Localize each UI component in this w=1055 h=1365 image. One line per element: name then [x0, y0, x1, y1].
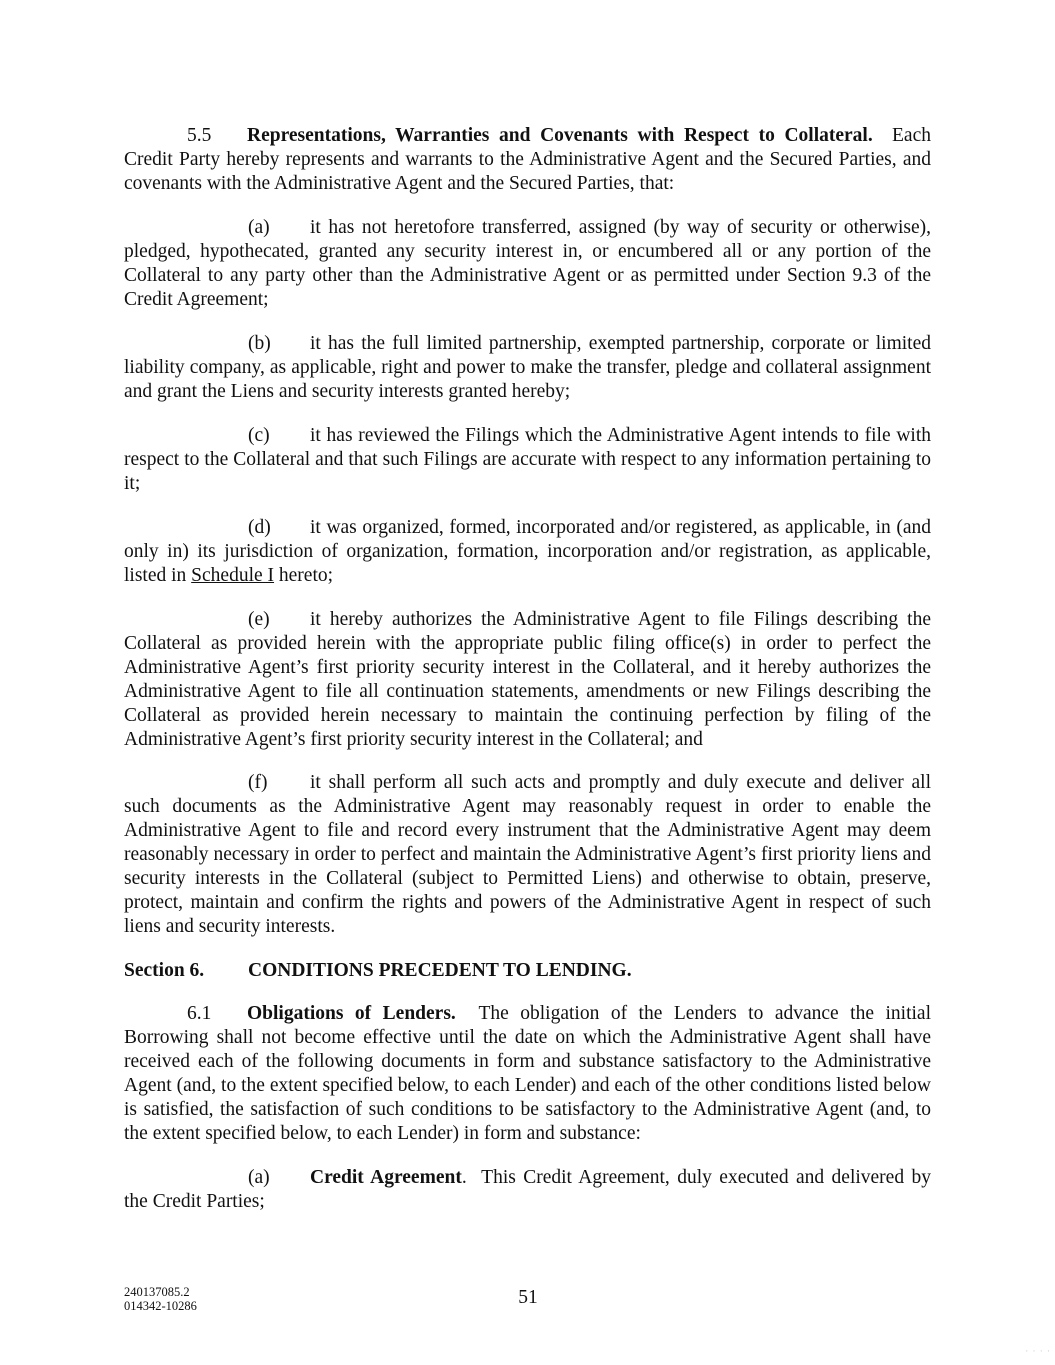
section-6-1 [124, 1002, 931, 1146]
section-5-5-intro [124, 124, 931, 196]
section-heading: Obligations of Lenders. [247, 1003, 456, 1024]
item-text: it has not heretofore transferred, assigned (by way of security or otherwise), pledged, hypothecated, granted any security interest in, or encumbered all or any portion of the Collateral to any party other than the Administrative Agent or as permitted under Section 9.3 of the Credit Agreement; [124, 217, 931, 310]
section-number: 6.1 [187, 1003, 212, 1024]
item-label: (d) [248, 517, 271, 538]
section-text: Each Credit Party hereby represents and warrants to the Administrative Agent and the Secured Parties, and covenants with the Administrative Agent and the Secured Parties, that: [124, 125, 931, 194]
list-item-f [124, 771, 931, 939]
list-item-e [124, 608, 931, 752]
section-label: Section 6. [124, 960, 205, 981]
item-text: it has reviewed the Filings which the Administrative Agent intends to file with respect to the Collateral and that such Filings are accurate with respect to any information pertaining to it; [124, 425, 931, 494]
item-label: (e) [248, 609, 270, 630]
item-text: it shall perform all such acts and promptly and duly execute and deliver all such documents as the Administrative Agent may reasonably request in order to enable the Administrative Agent to file and record every instrument that the Administrative Agent may deem reasonably necessary in order to perfect and maintain the Administrative Agent’s first priority liens and security interests in the Collateral (subject to Permitted Liens) and otherwise to obtain, preserve, protect, maintain and confirm the rights and powers of the Administrative Agent in respect of such liens and security interests. [124, 772, 931, 937]
section-number: 5.5 [187, 125, 212, 146]
doc-number-line-1: 240137085.2 [124, 1285, 190, 1299]
section-title: CONDITIONS PRECEDENT TO LENDING. [248, 960, 632, 981]
scan-artifact: · · · · [1025, 1346, 1051, 1356]
item-label: (a) [248, 217, 270, 238]
item-text: it hereby authorizes the Administrative Agent to file Filings describing the Collateral as provided herein with the appropriate public filing office(s) in order to perfect the Administrative Agent’s first priority security interest in the Collateral, and it hereby authorizes the Administrative Agent to file all continuation statements, amendments or new Filings describing the Collateral as provided herein necessary to maintain the continuing perfection by filing of the Administrative Agent’s first priority security interest in the Collateral; and [124, 609, 931, 750]
list-item-c [124, 424, 931, 496]
schedule-i-reference: Schedule I [191, 565, 275, 586]
page-number: 51 [518, 1287, 538, 1308]
item-label: (a) [248, 1167, 270, 1188]
item-text: This Credit Agreement, duly executed and delivered by the Credit Parties; [124, 1167, 931, 1212]
item-label: (c) [248, 425, 270, 446]
item-text-after: hereto; [278, 565, 334, 586]
section-heading: Representations, Warranties and Covenants with Respect to Collateral. [247, 125, 873, 146]
item-heading: Credit Agreement [310, 1167, 462, 1188]
list-item-b [124, 332, 931, 404]
item-label: (f) [248, 772, 268, 793]
section-text: The obligation of the Lenders to advance the initial Borrowing shall not become effective until the date on which the Administrative Agent shall have received each of the following documents in form and substance satisfactory to the Administrative Agent (and, to the extent specified below, to each Lender) and each of the other conditions listed below is satisfied, the satisfaction of such conditions to be satisfactory to the Administrative Agent (and, to the extent specified below, to each Lender) in form and substance: [124, 1003, 931, 1144]
document-number [124, 1285, 197, 1313]
item-text: it has the full limited partnership, exempted partnership, corporate or limited liability company, as applicable, right and power to make the transfer, pledge and collateral assignment and grant the Liens and security interests granted hereby; [124, 333, 931, 402]
item-text: it was organized, formed, incorporated and/or registered, as applicable, in (and only in) its jurisdiction of organization, formation, incorporation and/or registration, as applicable, listed in [124, 517, 931, 586]
list-item-a [124, 216, 931, 312]
list-item-d [124, 516, 931, 588]
section-6-1-item-a: (a) Credit Agreement. This Credit Agreement, duly executed and delivered by the Credit Parties; [124, 1167, 931, 1212]
doc-number-line-2: 014342-10286 [124, 1299, 197, 1313]
section-6-heading [124, 959, 931, 983]
item-label: (b) [248, 333, 271, 354]
